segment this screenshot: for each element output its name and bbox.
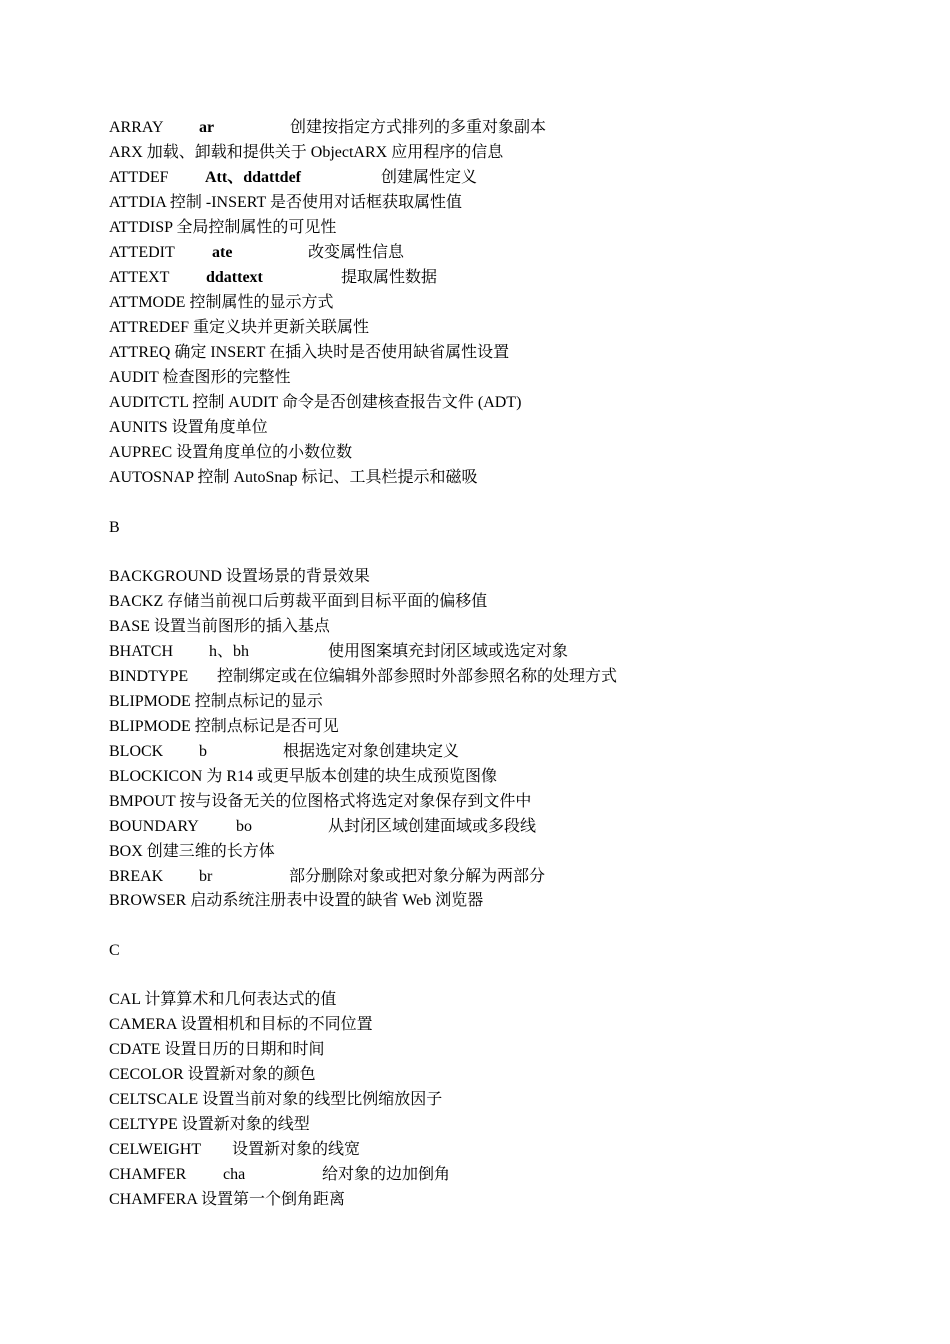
entry-text: BACKZ 存储当前视口后剪裁平面到目标平面的偏移值: [109, 593, 488, 610]
command-name: BOUNDARY: [109, 818, 199, 835]
command-description: 改变属性信息: [308, 244, 405, 261]
command-name: ATTEXT: [109, 269, 170, 286]
command-description: 控制绑定或在位编辑外部参照时外部参照名称的处理方式: [217, 668, 618, 685]
command-alias: ddattext: [206, 269, 263, 286]
command-description: 给对象的边加倒角: [322, 1166, 451, 1183]
section-letter: B: [109, 519, 120, 536]
command-alias: br: [199, 868, 213, 885]
command-alias: h、bh: [209, 643, 250, 660]
command-name: ARRAY: [109, 119, 164, 136]
entry-text: CDATE 设置日历的日期和时间: [109, 1041, 325, 1058]
command-description: 创建按指定方式排列的多重对象副本: [290, 119, 547, 136]
entry-text: AUNITS 设置角度单位: [109, 419, 268, 436]
entry-text: CAL 计算算术和几何表达式的值: [109, 991, 337, 1008]
command-description: 创建属性定义: [381, 169, 478, 186]
entry-text: BLIPMODE 控制点标记的显示: [109, 693, 323, 710]
command-name: BLOCK: [109, 743, 164, 760]
command-name: CHAMFER: [109, 1166, 187, 1183]
entry-text: BMPOUT 按与设备无关的位图格式将选定对象保存到文件中: [109, 793, 532, 810]
entry-text: AUDITCTL 控制 AUDIT 命令是否创建核查报告文件 (ADT): [109, 394, 522, 411]
entry-text: BASE 设置当前图形的插入基点: [109, 618, 330, 635]
entry-text: ATTREQ 确定 INSERT 在插入块时是否使用缺省属性设置: [109, 344, 510, 361]
section-letter: C: [109, 942, 120, 959]
command-description: 设置新对象的线宽: [232, 1141, 361, 1158]
command-description: 使用图案填充封闭区域或选定对象: [328, 643, 569, 660]
command-alias: Att、ddattdef: [205, 169, 301, 186]
command-name: ATTEDIT: [109, 244, 175, 261]
entry-text: BOX 创建三维的长方体: [109, 843, 275, 860]
entry-text: BROWSER 启动系统注册表中设置的缺省 Web 浏览器: [109, 892, 484, 909]
command-alias: ar: [199, 119, 215, 136]
command-description: 提取属性数据: [341, 269, 438, 286]
entry-text: AUPREC 设置角度单位的小数位数: [109, 444, 353, 461]
entry-text: AUTOSNAP 控制 AutoSnap 标记、工具栏提示和磁吸: [109, 469, 478, 486]
command-name: BHATCH: [109, 643, 174, 660]
command-alias: ate: [212, 244, 233, 261]
command-alias: bo: [236, 818, 252, 835]
command-name: ATTDEF: [109, 169, 169, 186]
entry-text: BLOCKICON 为 R14 或更早版本创建的块生成预览图像: [109, 768, 498, 785]
entry-text: ATTDISP 全局控制属性的可见性: [109, 219, 337, 236]
entry-text: CHAMFERA 设置第一个倒角距离: [109, 1191, 346, 1208]
entry-text: CELTSCALE 设置当前对象的线型比例缩放因子: [109, 1091, 443, 1108]
entry-text: CELTYPE 设置新对象的线型: [109, 1116, 310, 1133]
command-description: 从封闭区域创建面域或多段线: [328, 818, 537, 835]
command-name: BREAK: [109, 868, 164, 885]
entry-text: AUDIT 检查图形的完整性: [109, 369, 291, 386]
entry-text: ARX 加载、卸载和提供关于 ObjectARX 应用程序的信息: [109, 144, 504, 161]
entry-text: BLIPMODE 控制点标记是否可见: [109, 718, 339, 735]
entry-text: BACKGROUND 设置场景的背景效果: [109, 568, 370, 585]
command-description: 部分删除对象或把对象分解为两部分: [289, 868, 546, 885]
command-description: 根据选定对象创建块定义: [283, 743, 460, 760]
command-alias: b: [199, 743, 207, 760]
entry-text: ATTREDEF 重定义块并更新关联属性: [109, 319, 370, 336]
entry-text: CAMERA 设置相机和目标的不同位置: [109, 1016, 373, 1033]
command-name: BINDTYPE: [109, 668, 189, 685]
command-alias: cha: [223, 1166, 246, 1183]
command-name: CELWEIGHT: [109, 1141, 202, 1158]
entry-text: ATTMODE 控制属性的显示方式: [109, 294, 334, 311]
entry-text: CECOLOR 设置新对象的颜色: [109, 1066, 316, 1083]
entry-text: ATTDIA 控制 -INSERT 是否使用对话框获取属性值: [109, 194, 462, 211]
